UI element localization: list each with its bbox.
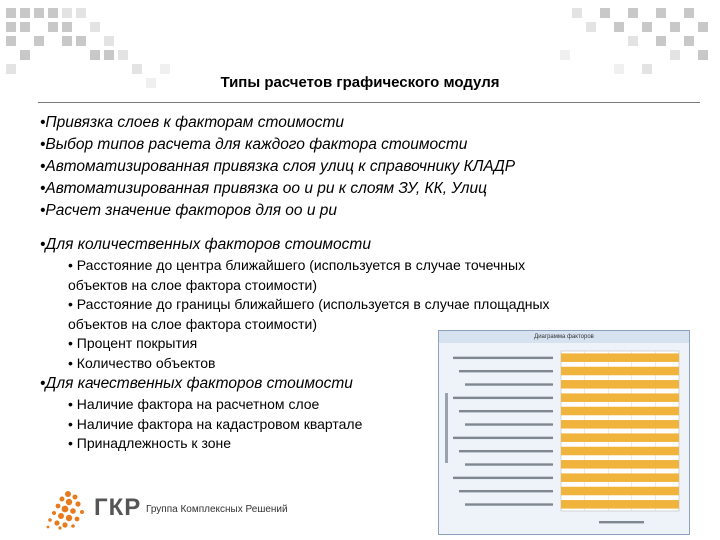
logo-dot — [71, 524, 75, 528]
qual-factors-heading: •Для качественных факторов стоимости — [40, 375, 353, 392]
bullet-street-kladr: •Автоматизированная привязка слоя улиц к справочнику КЛАДР — [40, 158, 516, 175]
bullet-calc-type: •Выбор типов расчета для каждого фактора стоимости — [40, 136, 468, 153]
logo-dot — [47, 526, 50, 529]
chart-bar — [561, 487, 679, 496]
logo-dot — [52, 511, 56, 515]
brand-subtitle: Группа Комплексных Решений — [146, 504, 288, 515]
chart-window-title: Диаграмма факторов — [439, 331, 689, 343]
logo-dot — [80, 510, 84, 514]
logo-dot — [65, 491, 71, 497]
logo-dot — [60, 497, 65, 502]
bullet-factor-calc: •Расчет значение факторов для оо и ри — [40, 202, 338, 219]
brand-name: ГКР — [94, 494, 142, 521]
title-divider — [38, 102, 700, 103]
chart-bar — [561, 393, 679, 402]
chart-category-label — [459, 450, 553, 452]
chart-category-label — [453, 437, 553, 439]
chart-bar — [561, 380, 679, 389]
logo-dot — [54, 520, 59, 525]
chart-category-label — [465, 423, 553, 425]
chart-screenshot-window — [438, 330, 690, 535]
logo-dot — [58, 526, 61, 529]
logo-dot — [48, 518, 52, 522]
logo-dot — [75, 517, 80, 522]
quant-factors-heading: •Для количественных факторов стоимости — [40, 236, 371, 253]
bullet-layer-binding: •Привязка слоев к факторам стоимости — [40, 114, 344, 131]
chart-bar — [561, 367, 679, 376]
chart-category-label — [453, 397, 553, 399]
bullet-oo-ri-binding: •Автоматизированная привязка оо и ри к слоям ЗУ, КК, Улиц — [40, 180, 488, 197]
logo-dot — [75, 501, 80, 506]
quant-item: объектов на слое фактора стоимости) — [68, 315, 317, 332]
logo-dot — [56, 504, 61, 509]
chart-category-label — [465, 503, 553, 505]
chart-bar — [561, 447, 679, 456]
logo-dot — [70, 508, 76, 514]
slide-title: Типы расчетов графического модуля — [220, 74, 500, 91]
quant-item: • Расстояние до центра ближайшего (используется в случае точечных — [68, 257, 526, 273]
qual-item: • Принадлежность к зоне — [68, 435, 232, 451]
chart-x-axis-label — [599, 521, 644, 523]
chart-y-axis-label — [445, 393, 448, 463]
chart-bar — [561, 500, 679, 509]
chart-category-label — [453, 357, 553, 359]
chart-bar — [561, 473, 679, 482]
quant-item: • Процент покрытия — [68, 335, 198, 351]
qual-item: • Наличие фактора на кадастровом квартале — [68, 415, 363, 432]
decorative-pixel-pattern — [0, 0, 720, 110]
quant-item: объектов на слое фактора стоимости) — [68, 276, 317, 293]
factor-bar-chart — [439, 343, 689, 534]
chart-category-label — [459, 370, 553, 372]
qual-item: • Наличие фактора на расчетном слое — [68, 396, 320, 412]
logo-dot — [58, 513, 64, 519]
logo-dot — [62, 522, 67, 527]
chart-bar — [561, 460, 679, 469]
quant-item: • Количество объектов — [68, 354, 216, 371]
chart-category-label — [453, 477, 553, 479]
chart-bar — [561, 353, 679, 362]
quant-item: • Расстояние до границы ближайшего (используется в случае площадных — [68, 296, 550, 312]
chart-bar — [561, 420, 679, 429]
chart-bar — [561, 407, 679, 416]
chart-bar — [561, 433, 679, 442]
chart-category-label — [465, 383, 553, 385]
chart-category-label — [465, 463, 553, 465]
logo-dot — [66, 515, 72, 521]
logo-dot — [62, 506, 69, 513]
chart-category-label — [459, 410, 553, 412]
logo-dot — [73, 495, 78, 500]
logo-dot — [66, 499, 72, 505]
chart-category-label — [459, 490, 553, 492]
